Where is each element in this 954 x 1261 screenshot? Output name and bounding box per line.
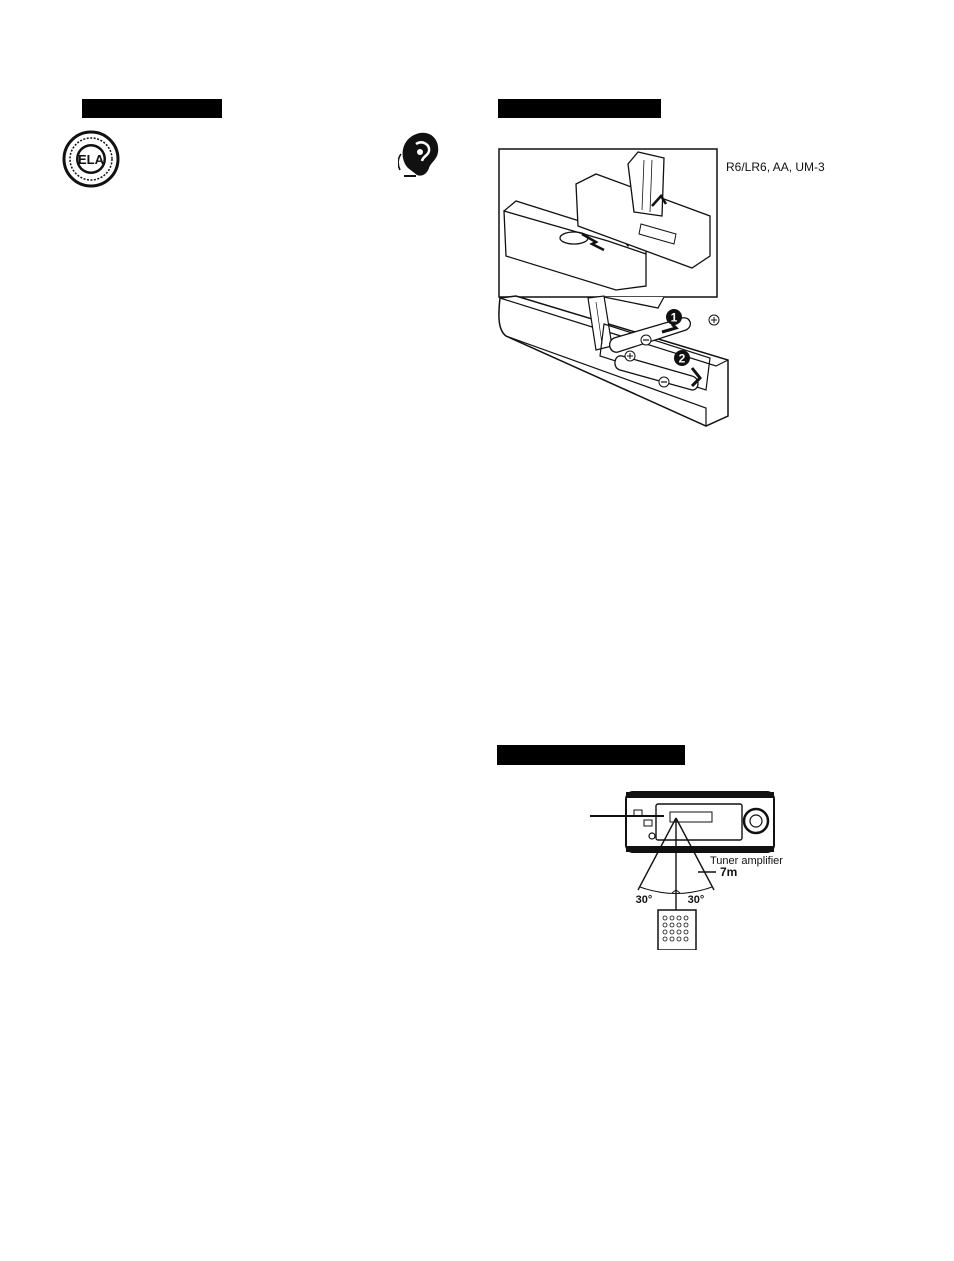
distance-label: 7m [720, 865, 738, 879]
section-heading-left [82, 99, 222, 118]
angle-left-label: 30° [635, 894, 653, 906]
tuner-amplifier-label: Tuner amplifier [710, 855, 783, 867]
eia-seal-logo [62, 130, 120, 188]
eia-seal-text: ELA [78, 152, 104, 167]
remote-control-unit [658, 910, 696, 950]
section-heading-batteries [498, 99, 661, 118]
remote-range-illustration [586, 784, 786, 950]
section-heading-remote-range [497, 745, 685, 765]
svg-text:1: 1 [670, 310, 678, 325]
svg-text:2: 2 [678, 351, 686, 366]
tuner-amplifier-unit [626, 792, 774, 852]
battery-installation-illustration [496, 146, 846, 432]
hearing-safety-ear-icon [398, 130, 442, 182]
angle-right-label: 30° [687, 894, 705, 906]
battery-type-label: R6/LR6, AA, UM-3 [726, 160, 825, 174]
